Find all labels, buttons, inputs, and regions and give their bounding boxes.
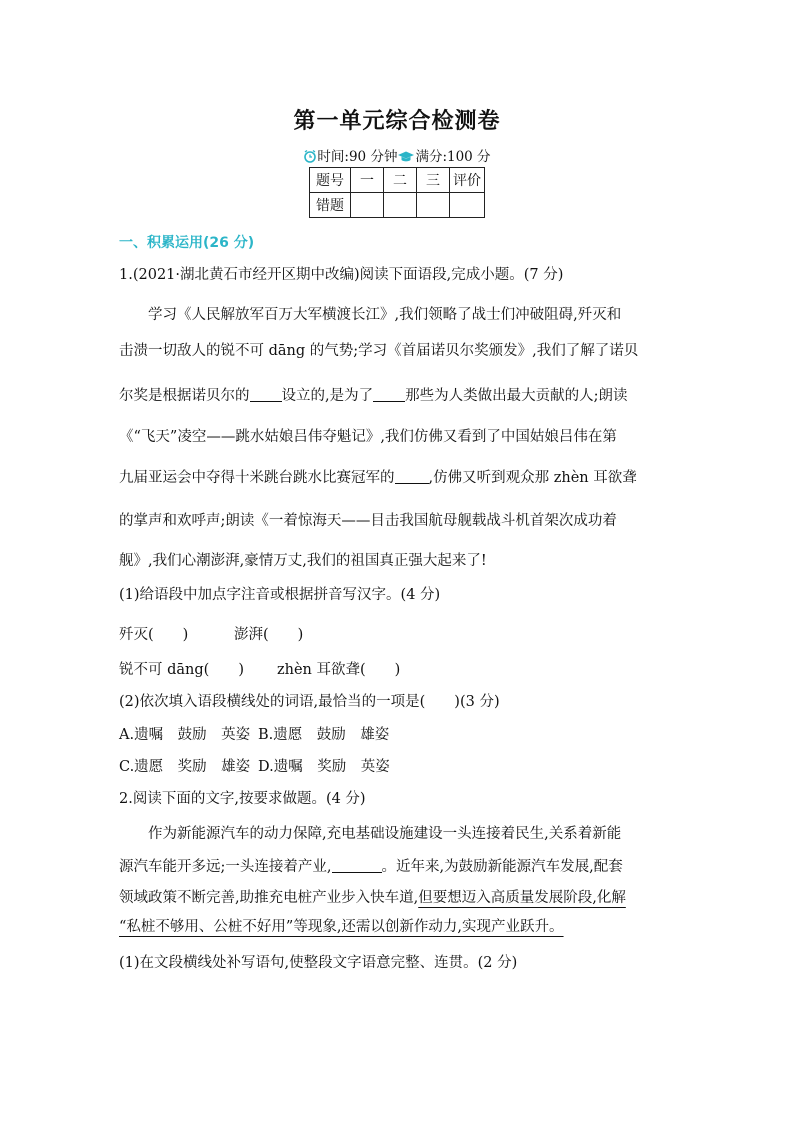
passage-line: 《“飞天”凌空——跳水姑娘吕伟夺魁记》,我们仿佛又看到了中国姑娘吕伟在第 (119, 429, 617, 445)
fill-blank[interactable] (332, 858, 382, 873)
score-table (309, 167, 485, 218)
passage-line: 击溃一切敌人的锐不可 dāng 的气势;学习《首届诺贝尔奖颁发》,我们了解了诺贝 (119, 343, 639, 359)
passage-line: 的掌声和欢呼声;朗读《一着惊海天——目击我国航母舰载战斗机首架次成功着 (119, 513, 617, 529)
sub-question-1: (1)给语段中加点字注音或根据拼音写汉字。(4 分) (119, 587, 441, 603)
answer-item: 锐不可 dāng( ) (119, 662, 244, 678)
page-title: 第一单元综合检测卷 (293, 108, 501, 134)
text-fragment: 源汽车能开多远;一头连接着产业, (119, 859, 332, 875)
text-fragment: 设立的,是为了 (281, 388, 374, 404)
text-fragment: 尔奖是根据诺贝尔的 (119, 388, 250, 404)
table-cell (351, 193, 384, 218)
option-c[interactable]: C.遗愿 奖励 雄姿 (119, 759, 251, 775)
text-fragment: 领域政策不断完善,助推充电桩产业步入快车道, (119, 890, 419, 906)
passage-line (119, 915, 679, 936)
table-cell (417, 193, 450, 218)
time-label: 时间:90 分钟 (317, 149, 398, 165)
text-fragment: 九届亚运会中夺得十米跳台跳水比赛冠军的 (119, 470, 395, 486)
underlined-text: “私桩不够用、公桩不好用”等现象,还需以创新作动力,实现产业跃升。 (119, 919, 564, 935)
fill-blank[interactable] (250, 387, 282, 402)
passage-line: 作为新能源汽车的动力保障,充电基础设施建设一头连接着民生,关系着新能 (148, 826, 622, 842)
answer-item: zhèn 耳欲聋( ) (277, 662, 401, 678)
table-row (310, 193, 485, 218)
table-cell: 三 (417, 168, 450, 193)
option-d[interactable]: D.遗嘱 奖励 英姿 (258, 759, 390, 775)
answer-item: 澎湃( ) (234, 627, 304, 643)
table-cell: 一 (351, 168, 384, 193)
text-fragment: 那些为人类做出最大贡献的人;朗读 (405, 388, 628, 404)
table-cell: 二 (384, 168, 417, 193)
score-label: 满分:100 分 (415, 149, 491, 165)
text-fragment: 。近年来,为鼓励新能源汽车发展,配套 (381, 859, 623, 875)
table-cell: 错题 (310, 193, 351, 218)
passage-line (119, 466, 679, 487)
passage-line (119, 384, 679, 405)
table-cell: 题号 (310, 168, 351, 193)
passage-line: 学习《人民解放军百万大军横渡长江》,我们领略了战士们冲破阻碍,歼灭和 (148, 307, 622, 323)
option-b[interactable]: B.遗愿 鼓励 雄姿 (258, 727, 390, 743)
section-heading: 一、积累运用(26 分) (119, 235, 255, 251)
passage-line: 舰》,我们心潮澎湃,豪情万丈,我们的祖国真正强大起来了! (119, 553, 487, 569)
option-a[interactable]: A.遗嘱 鼓励 英姿 (119, 727, 251, 743)
question-1-stem: 1.(2021·湖北黄石市经开区期中改编)阅读下面语段,完成小题。(7 分) (119, 267, 564, 283)
fill-blank[interactable] (373, 387, 405, 402)
alarm-clock-icon (303, 149, 317, 167)
graduation-cap-icon (397, 150, 415, 167)
passage-line (119, 886, 679, 907)
question-2-stem: 2.阅读下面的文字,按要求做题。(4 分) (119, 791, 366, 807)
fill-blank[interactable] (395, 469, 429, 484)
sub-question-2: (2)依次填入语段横线处的词语,最恰当的一项是( )(3 分) (119, 694, 500, 710)
sub-question-1: (1)在文段横线处补写语句,使整段文字语意完整、连贯。(2 分) (119, 955, 518, 971)
table-cell (450, 193, 485, 218)
exam-meta (0, 145, 794, 167)
table-cell (384, 193, 417, 218)
underlined-text: 但要想迈入高质量发展阶段,化解 (418, 890, 626, 906)
table-cell: 评价 (450, 168, 485, 193)
answer-item: 歼灭( ) (119, 627, 189, 643)
passage-line (119, 855, 679, 876)
table-row (310, 168, 485, 193)
text-fragment: ,仿佛又听到观众那 zhèn 耳欲聋 (428, 470, 637, 486)
